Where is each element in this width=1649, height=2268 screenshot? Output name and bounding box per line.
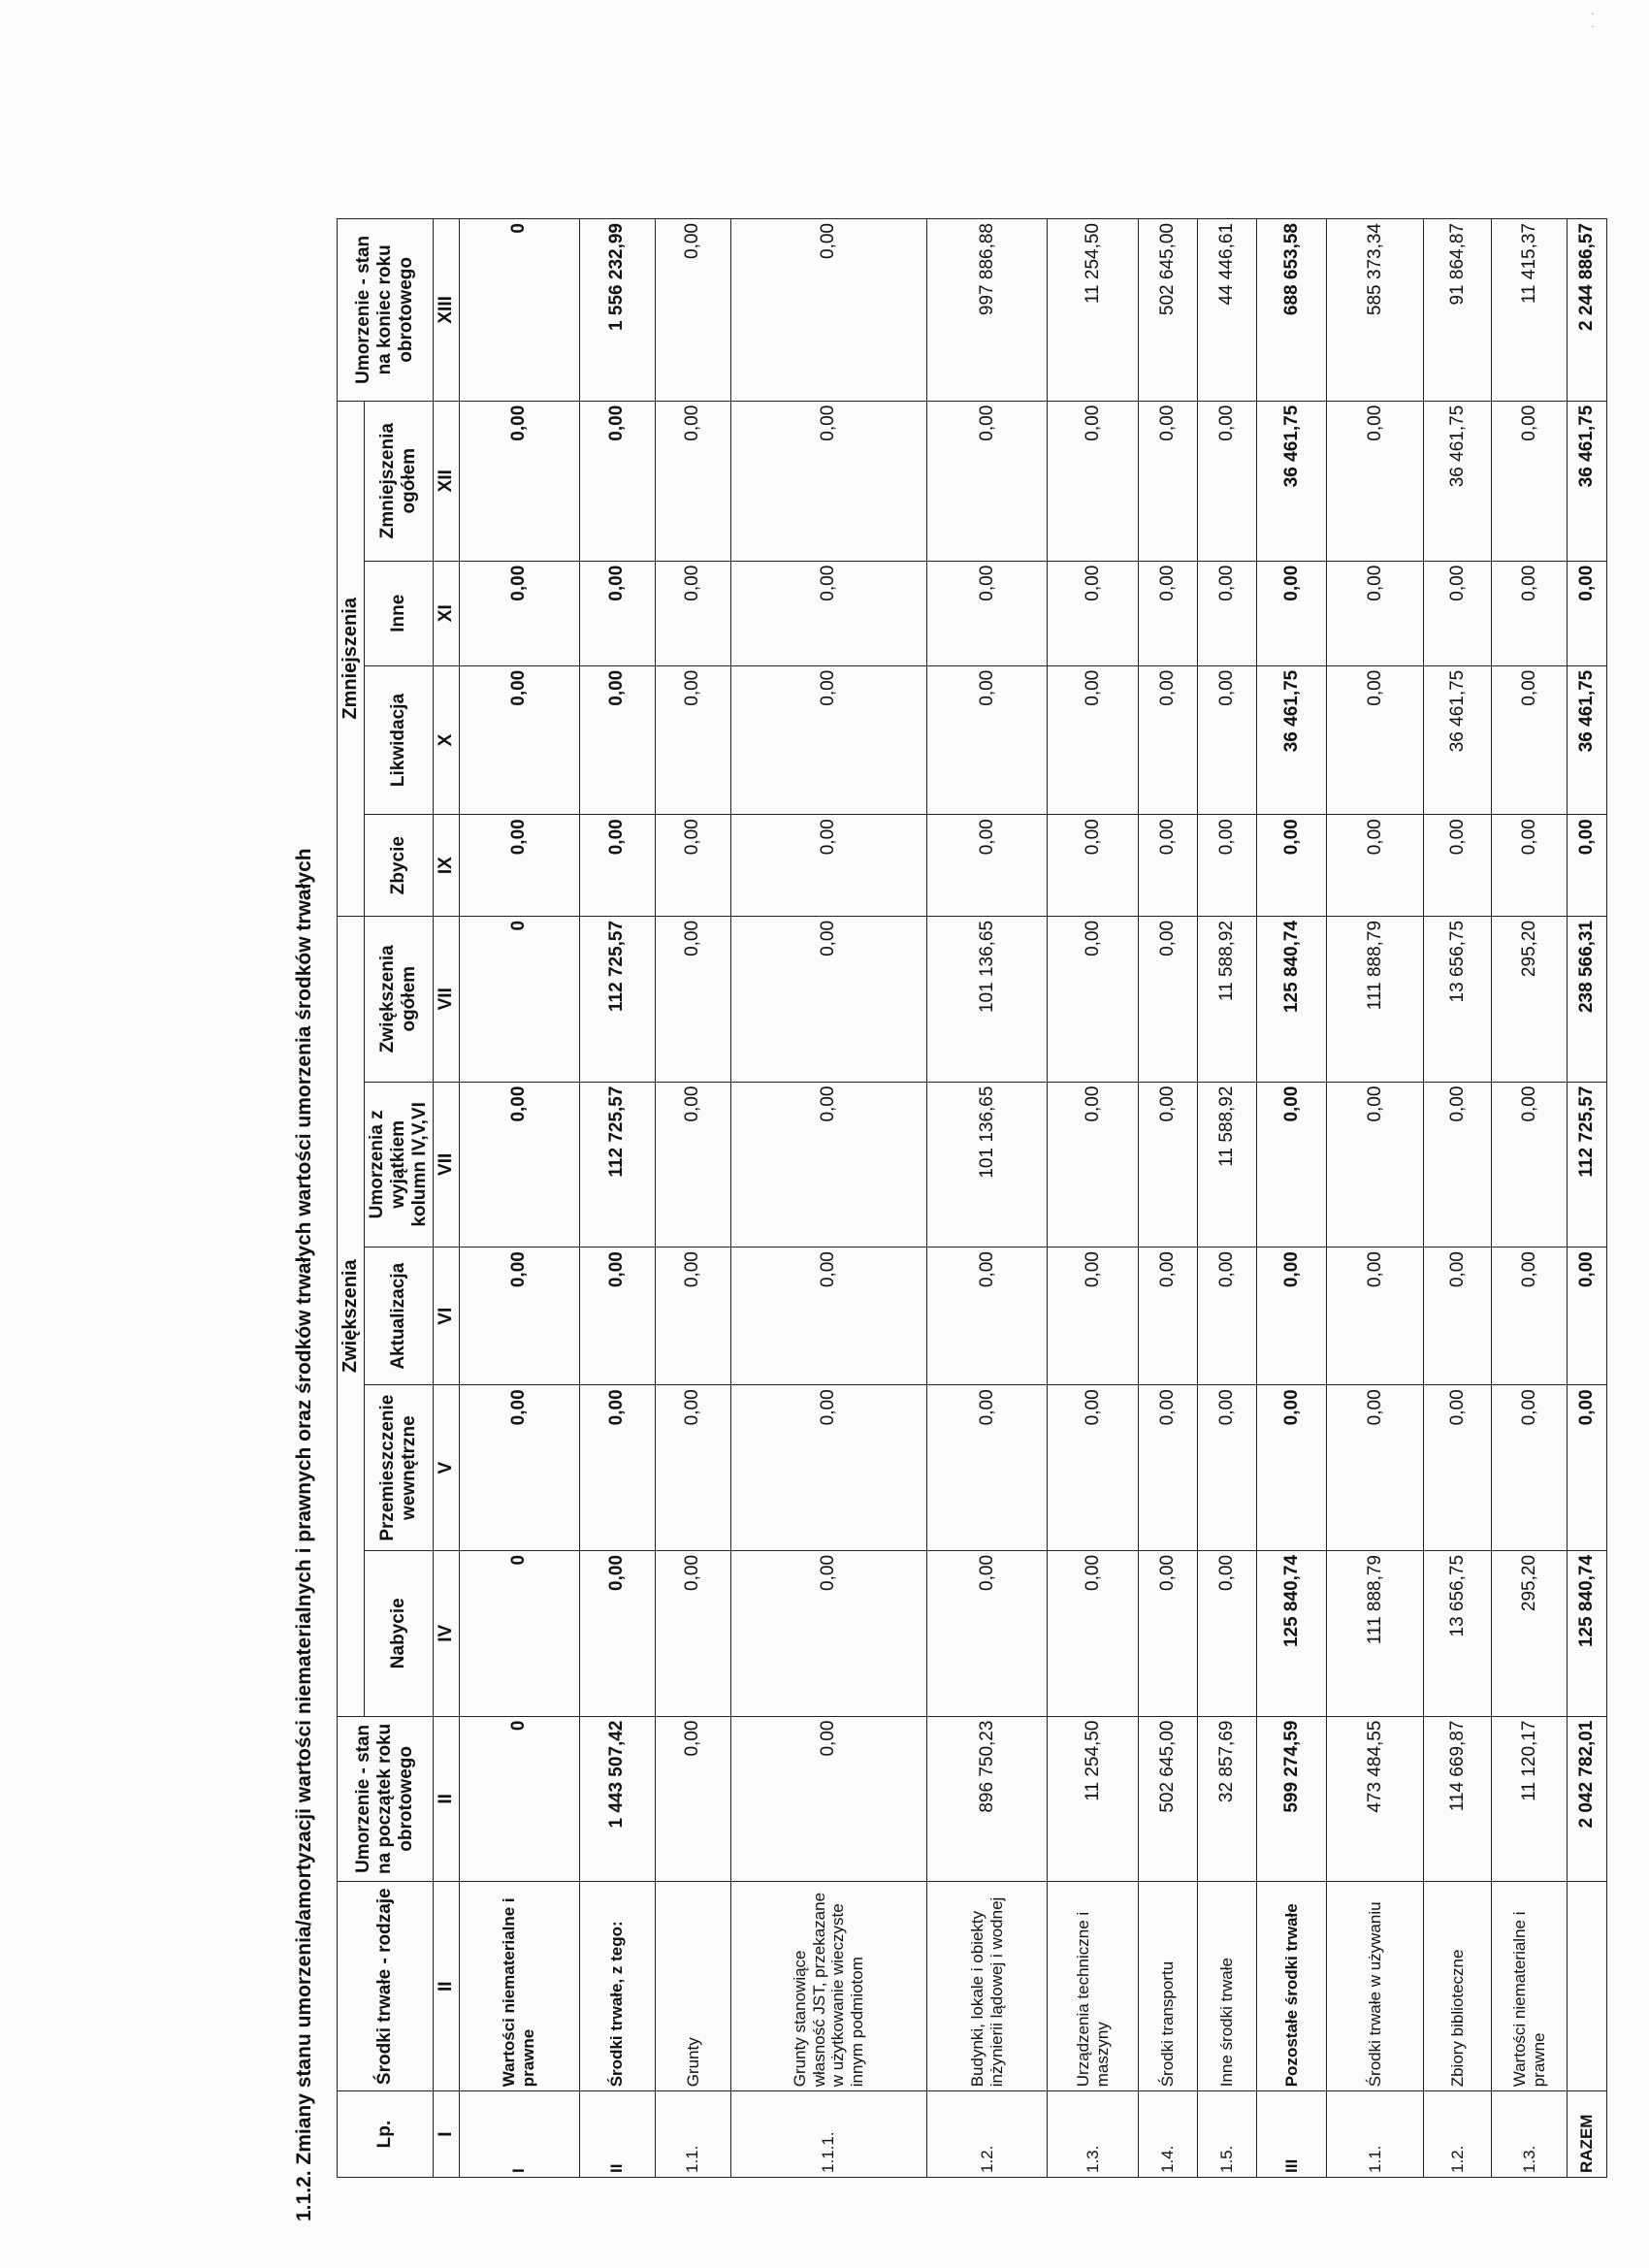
table-row xyxy=(579,219,655,2178)
row-value: 13 656,75 xyxy=(1424,1550,1492,1716)
row-lp: I xyxy=(459,2091,579,2178)
row-value: 11 254,50 xyxy=(1048,219,1139,402)
column-number: IX xyxy=(433,815,459,917)
table-row xyxy=(1327,219,1424,2178)
row-value: 0,00 xyxy=(1139,916,1198,1082)
row-lp: 1.3. xyxy=(1048,2091,1139,2178)
row-value: 11 588,92 xyxy=(1198,1082,1257,1247)
row-value: 44 446,61 xyxy=(1198,219,1257,402)
row-asset-name: Grunty xyxy=(655,1882,730,2091)
total-value: 125 840,74 xyxy=(1568,1550,1607,1716)
row-value: 0,00 xyxy=(459,1385,579,1551)
table-row xyxy=(1048,219,1139,2178)
row-asset-name: Środki transportu xyxy=(1139,1882,1198,2091)
row-value: 0,00 xyxy=(1424,561,1492,665)
row-value: 0,00 xyxy=(1198,561,1257,665)
row-value: 0,00 xyxy=(927,1385,1048,1551)
total-value: 36 461,75 xyxy=(1568,665,1607,815)
row-value: 111 888,79 xyxy=(1327,1550,1424,1716)
row-value: 0,00 xyxy=(730,665,926,815)
row-lp: 1.5. xyxy=(1198,2091,1257,2178)
total-name xyxy=(1568,1882,1607,2091)
row-value: 0,00 xyxy=(1492,1082,1568,1247)
column-number-row xyxy=(433,219,459,2178)
row-value: 0,00 xyxy=(1327,561,1424,665)
total-value: 2 042 782,01 xyxy=(1568,1716,1607,1882)
table-row xyxy=(1256,219,1327,2178)
row-value: 0,00 xyxy=(1256,1247,1327,1385)
row-value: 0,00 xyxy=(730,815,926,917)
total-row xyxy=(1568,219,1607,2178)
row-value: 0,00 xyxy=(1139,1385,1198,1551)
row-value: 0,00 xyxy=(579,815,655,917)
row-value: 0,00 xyxy=(459,561,579,665)
table-row xyxy=(459,219,579,2178)
header-decreases-total: Zmniejszenia ogółem xyxy=(365,401,434,561)
row-value: 0,00 xyxy=(579,1385,655,1551)
row-value: 0 xyxy=(459,916,579,1082)
row-value: 0,00 xyxy=(730,1082,926,1247)
total-label: RAZEM xyxy=(1568,2091,1607,2178)
total-value: 0,00 xyxy=(1568,1385,1607,1551)
row-value: 125 840,74 xyxy=(1256,916,1327,1082)
row-value: 0,00 xyxy=(927,815,1048,917)
row-value: 11 254,50 xyxy=(1048,1716,1139,1882)
column-number: II xyxy=(433,1882,459,2091)
row-value: 0,00 xyxy=(655,1247,730,1385)
row-asset-name: Środki trwałe, z tego: xyxy=(579,1882,655,2091)
row-value: 0,00 xyxy=(1139,1247,1198,1385)
row-value: 0,00 xyxy=(1198,1385,1257,1551)
row-asset-name: Środki trwałe w używaniu xyxy=(1327,1882,1424,2091)
row-value: 36 461,75 xyxy=(1256,401,1327,561)
header-decreases-group: Zmniejszenia xyxy=(338,401,365,916)
rotated-content xyxy=(293,175,1632,2221)
row-value: 0,00 xyxy=(927,561,1048,665)
row-value: 36 461,75 xyxy=(1424,401,1492,561)
row-value: 0,00 xyxy=(1048,1082,1139,1247)
row-value: 0,00 xyxy=(459,815,579,917)
row-value: 0,00 xyxy=(655,665,730,815)
row-value: 11 120,17 xyxy=(1492,1716,1568,1882)
column-number: VII xyxy=(433,916,459,1082)
total-value: 238 566,31 xyxy=(1568,916,1607,1082)
row-value: 295,20 xyxy=(1492,916,1568,1082)
row-value: 0,00 xyxy=(1048,401,1139,561)
column-number: IV xyxy=(433,1550,459,1716)
row-value: 688 653,58 xyxy=(1256,219,1327,402)
header-increases-group: Zwiększenia xyxy=(338,916,365,1716)
row-value: 111 888,79 xyxy=(1327,916,1424,1082)
row-value: 36 461,75 xyxy=(1256,665,1327,815)
total-value: 112 725,57 xyxy=(1568,1082,1607,1247)
table-row xyxy=(730,219,926,2178)
column-number: VII xyxy=(433,1082,459,1247)
table-row xyxy=(927,219,1048,2178)
row-value: 0,00 xyxy=(655,219,730,402)
column-number: X xyxy=(433,665,459,815)
row-value: 0,00 xyxy=(1048,916,1139,1082)
header-other: Inne xyxy=(365,561,434,665)
column-number: XIII xyxy=(433,219,459,402)
row-value: 599 274,59 xyxy=(1256,1716,1327,1882)
table-row xyxy=(1492,219,1568,2178)
row-value: 0,00 xyxy=(1492,1385,1568,1551)
total-value: 0,00 xyxy=(1568,1247,1607,1385)
row-asset-name: Inne środki trwałe xyxy=(1198,1882,1257,2091)
row-value: 0,00 xyxy=(927,401,1048,561)
row-value: 101 136,65 xyxy=(927,916,1048,1082)
row-value: 0 xyxy=(459,1550,579,1716)
total-value: 36 461,75 xyxy=(1568,401,1607,561)
column-number: V xyxy=(433,1385,459,1551)
total-value: 0,00 xyxy=(1568,815,1607,917)
header-increases-total: Zwiększenia ogółem xyxy=(365,916,434,1082)
row-value: 0,00 xyxy=(579,401,655,561)
row-asset-name: Grunty stanowiące własność JST, przekazane w użytkowanie wieczyste innym podmiotom xyxy=(730,1882,926,2091)
row-lp: 1.1. xyxy=(1327,2091,1424,2178)
header-depreciation-other: Umorzenia z wyjątkiem kolumn IV,V,VI xyxy=(365,1082,434,1247)
table-row xyxy=(1139,219,1198,2178)
column-number: XI xyxy=(433,561,459,665)
row-lp: III xyxy=(1256,2091,1327,2178)
total-value: 0,00 xyxy=(1568,561,1607,665)
row-value: 0,00 xyxy=(1424,1247,1492,1385)
column-number: VI xyxy=(433,1247,459,1385)
row-value: 0,00 xyxy=(1139,815,1198,917)
row-value: 0,00 xyxy=(1492,1247,1568,1385)
column-number: XII xyxy=(433,401,459,561)
row-value: 0,00 xyxy=(1048,1550,1139,1716)
row-value: 0,00 xyxy=(655,815,730,917)
row-value: 0,00 xyxy=(1139,561,1198,665)
header-revaluation: Aktualizacja xyxy=(365,1247,434,1385)
row-value: 0,00 xyxy=(1139,1082,1198,1247)
row-value: 0,00 xyxy=(459,1082,579,1247)
row-value: 896 750,23 xyxy=(927,1716,1048,1882)
row-value: 0,00 xyxy=(459,401,579,561)
row-value: 0,00 xyxy=(655,401,730,561)
row-value: 0,00 xyxy=(1198,1247,1257,1385)
row-value: 0,00 xyxy=(927,665,1048,815)
row-value: 0,00 xyxy=(1198,665,1257,815)
row-value: 0,00 xyxy=(1492,815,1568,917)
row-value: 0,00 xyxy=(1256,561,1327,665)
header-lp: Lp. xyxy=(338,2091,434,2178)
row-value: 36 461,75 xyxy=(1424,665,1492,815)
row-value: 0,00 xyxy=(1048,1385,1139,1551)
row-lp: 1.2. xyxy=(1424,2091,1492,2178)
row-value: 0,00 xyxy=(1327,665,1424,815)
row-value: 0,00 xyxy=(1139,401,1198,561)
row-value: 0,00 xyxy=(1327,815,1424,917)
table-body xyxy=(459,219,1606,2178)
row-asset-name: Urządzenia techniczne i maszyny xyxy=(1048,1882,1139,2091)
row-value: 1 443 507,42 xyxy=(579,1716,655,1882)
row-value: 0 xyxy=(459,219,579,402)
row-value: 502 645,00 xyxy=(1139,1716,1198,1882)
row-value: 0,00 xyxy=(1139,1550,1198,1716)
row-value: 0,00 xyxy=(1048,665,1139,815)
row-value: 0,00 xyxy=(579,561,655,665)
row-value: 295,20 xyxy=(1492,1550,1568,1716)
column-number: I xyxy=(433,2091,459,2178)
header-internal-transfer: Przemieszczenie wewnętrzne xyxy=(365,1385,434,1551)
row-value: 0,00 xyxy=(730,916,926,1082)
row-lp: 1.2. xyxy=(927,2091,1048,2178)
row-value: 0,00 xyxy=(927,1550,1048,1716)
row-asset-name: Zbiory biblioteczne xyxy=(1424,1882,1492,2091)
row-lp: 1.1. xyxy=(655,2091,730,2178)
row-value: 0,00 xyxy=(655,1716,730,1882)
row-value: 0,00 xyxy=(927,1247,1048,1385)
row-value: 0,00 xyxy=(459,1247,579,1385)
row-value: 0,00 xyxy=(1492,401,1568,561)
row-value: 114 669,87 xyxy=(1424,1716,1492,1882)
row-value: 0,00 xyxy=(1492,561,1568,665)
row-value: 0,00 xyxy=(1198,1550,1257,1716)
header-closing-balance: Umorzenie - stan na koniec roku obrotowego xyxy=(338,219,434,402)
row-value: 0,00 xyxy=(1048,815,1139,917)
row-value: 0,00 xyxy=(1327,1082,1424,1247)
row-lp: 1.4. xyxy=(1139,2091,1198,2178)
row-value: 0,00 xyxy=(730,219,926,402)
row-asset-name: Wartości niematerialne i prawne xyxy=(459,1882,579,2091)
row-value: 13 656,75 xyxy=(1424,916,1492,1082)
row-lp: 1.1.1. xyxy=(730,2091,926,2178)
row-value: 0,00 xyxy=(1256,815,1327,917)
row-value: 0,00 xyxy=(579,1247,655,1385)
row-value: 0,00 xyxy=(730,1385,926,1551)
row-value: 32 857,69 xyxy=(1198,1716,1257,1882)
row-value: 0,00 xyxy=(1198,815,1257,917)
row-value: 0,00 xyxy=(1198,401,1257,561)
page-title: 1.1.2. Zmiany stanu umorzenia/amortyzacji wartości niematerialnych i prawnych oraz środków trwałych wartości umorzenia środków trwałych xyxy=(293,848,315,2221)
header-opening-balance: Umorzenie - stan na początek roku obrotowego xyxy=(338,1716,434,1882)
row-lp: II xyxy=(579,2091,655,2178)
table-row xyxy=(1424,219,1492,2178)
row-value: 125 840,74 xyxy=(1256,1550,1327,1716)
row-lp: 1.3. xyxy=(1492,2091,1568,2178)
row-value: 0,00 xyxy=(1424,815,1492,917)
row-value: 0,00 xyxy=(655,561,730,665)
column-number: II xyxy=(433,1716,459,1882)
header-liquidation: Likwidacja xyxy=(365,665,434,815)
row-value: 0,00 xyxy=(730,1716,926,1882)
header-asset-type: Środki trwałe - rodzaje xyxy=(338,1882,434,2091)
total-value: 2 244 886,57 xyxy=(1568,219,1607,402)
row-value: 11 415,37 xyxy=(1492,219,1568,402)
row-value: 0,00 xyxy=(1327,401,1424,561)
row-value: 473 484,55 xyxy=(1327,1716,1424,1882)
row-value: 0,00 xyxy=(730,561,926,665)
row-value: 0,00 xyxy=(459,665,579,815)
row-value: 1 556 232,99 xyxy=(579,219,655,402)
row-value: 0,00 xyxy=(1048,1247,1139,1385)
table-row xyxy=(655,219,730,2178)
row-value: 0,00 xyxy=(655,1082,730,1247)
row-value: 0,00 xyxy=(579,665,655,815)
row-value: 0 xyxy=(459,1716,579,1882)
row-value: 585 373,34 xyxy=(1327,219,1424,402)
row-value: 0,00 xyxy=(1327,1247,1424,1385)
row-value: 0,00 xyxy=(730,1247,926,1385)
row-asset-name: Wartości niematerialne i prawne xyxy=(1492,1882,1568,2091)
row-value: 0,00 xyxy=(730,401,926,561)
row-value: 0,00 xyxy=(730,1550,926,1716)
header-disposal: Zbycie xyxy=(365,815,434,917)
header-acquisition: Nabycie xyxy=(365,1550,434,1716)
row-value: 0,00 xyxy=(1256,1385,1327,1551)
row-value: 11 588,92 xyxy=(1198,916,1257,1082)
row-asset-name: Budynki, lokale i obiekty inżynierii lądowej i wodnej xyxy=(927,1882,1048,2091)
row-value: 0,00 xyxy=(1048,561,1139,665)
row-value: 0,00 xyxy=(655,1550,730,1716)
row-value: 997 886,88 xyxy=(927,219,1048,402)
row-value: 502 645,00 xyxy=(1139,219,1198,402)
row-value: 91 864,87 xyxy=(1424,219,1492,402)
row-value: 0,00 xyxy=(1492,665,1568,815)
row-value: 0,00 xyxy=(655,1385,730,1551)
row-value: 112 725,57 xyxy=(579,1082,655,1247)
row-value: 112 725,57 xyxy=(579,916,655,1082)
row-value: 0,00 xyxy=(1424,1082,1492,1247)
table-container xyxy=(337,218,1607,2178)
row-value: 0,00 xyxy=(1327,1385,1424,1551)
row-value: 0,00 xyxy=(1424,1385,1492,1551)
row-value: 0,00 xyxy=(579,1550,655,1716)
scan-artifact: ⋅ ⋅ xyxy=(1591,9,1595,33)
row-value: 0,00 xyxy=(1139,665,1198,815)
row-asset-name: Pozostałe środki trwałe xyxy=(1256,1882,1327,2091)
row-value: 0,00 xyxy=(1256,1082,1327,1247)
table-row xyxy=(1198,219,1257,2178)
amortization-table xyxy=(337,218,1607,2178)
row-value: 0,00 xyxy=(655,916,730,1082)
row-value: 101 136,65 xyxy=(927,1082,1048,1247)
